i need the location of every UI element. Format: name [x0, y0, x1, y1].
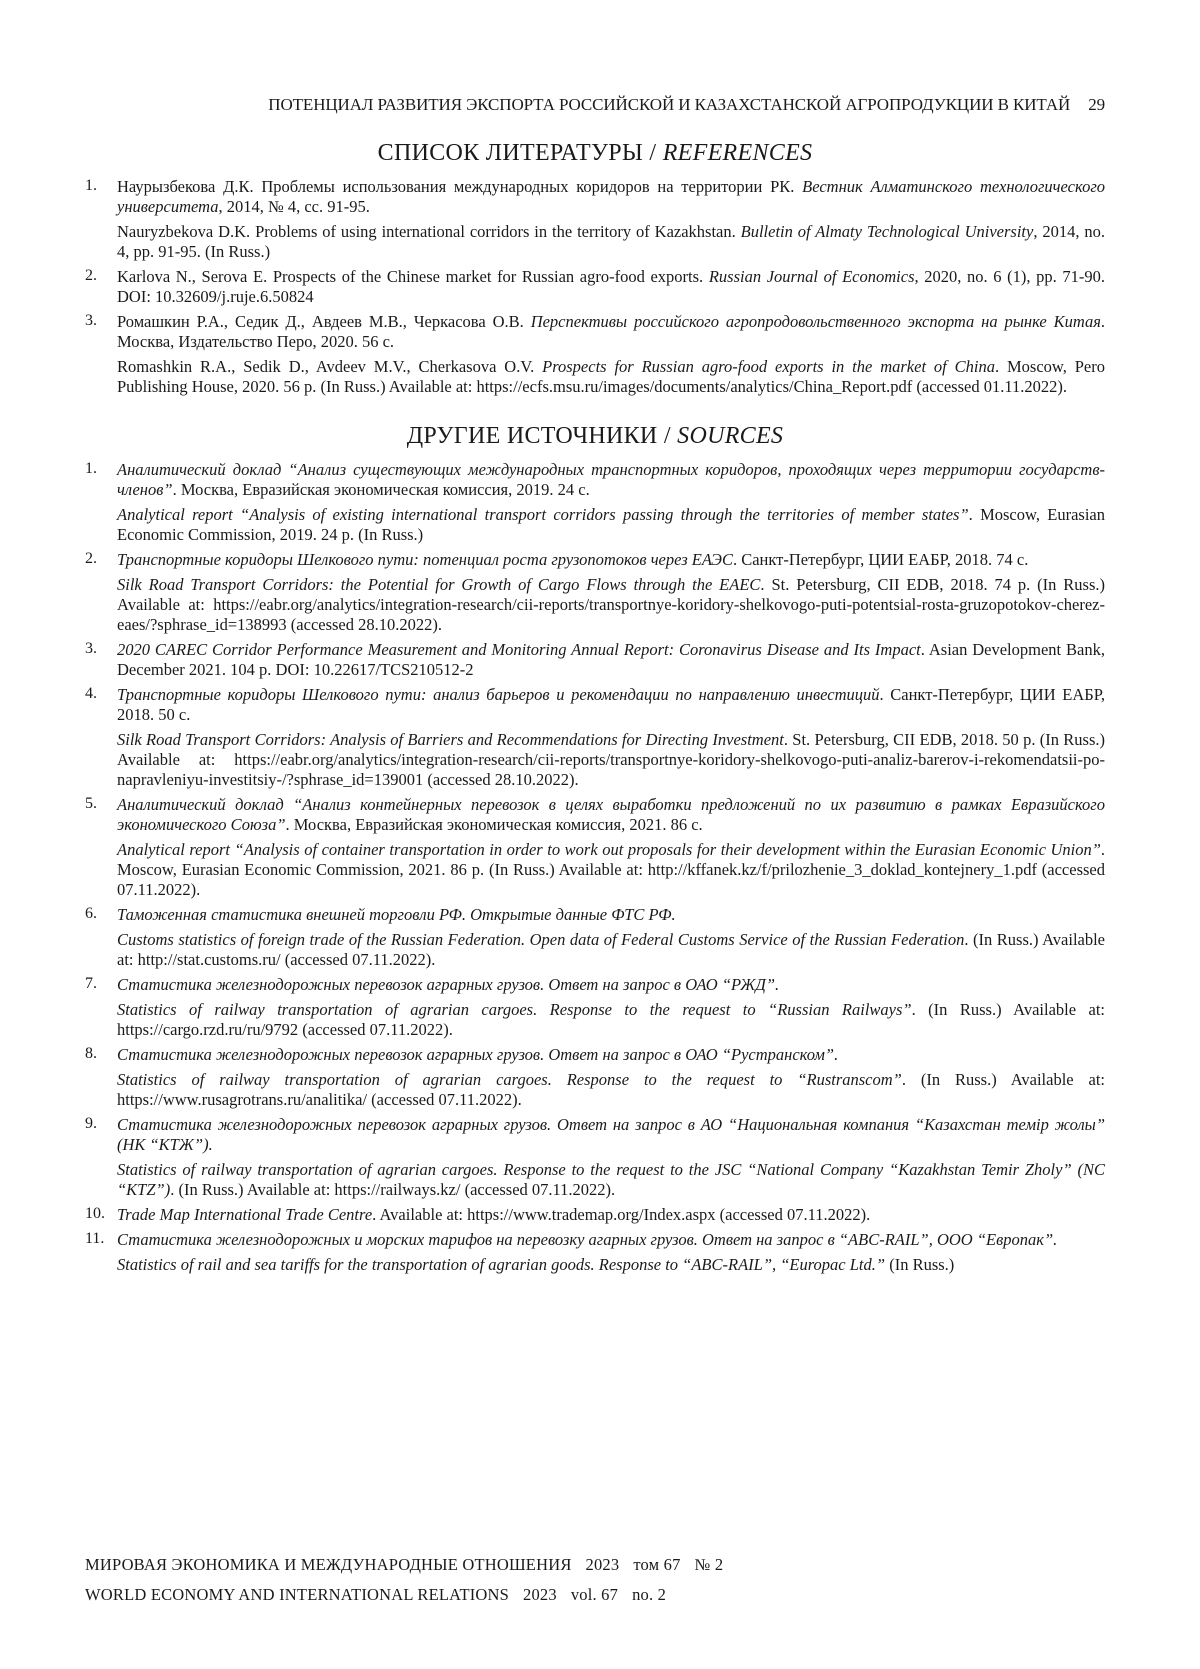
- reference-title: Статистика железнодорожных перевозок аграрных грузов. Ответ на запрос в АО “Национальная компания “Казахстан темір жолы” (НК “КТЖ”).: [117, 1115, 1105, 1154]
- reference-text: [117, 795, 1105, 835]
- reference-translation: [117, 1160, 1105, 1200]
- reference-text: [117, 460, 1105, 500]
- reference-title: Silk Road Transport Corridors: the Potential for Growth of Cargo Flows through the EAEC: [117, 575, 760, 594]
- sources-heading-en: SOURCES: [677, 423, 783, 449]
- reference-item: [85, 795, 1105, 900]
- main-content: [85, 140, 1105, 1280]
- reference-item: [85, 1115, 1105, 1200]
- reference-text: [117, 1205, 1105, 1225]
- reference-title: Russian Journal of Economics: [709, 267, 915, 286]
- reference-item: [85, 905, 1105, 970]
- reference-number: 8.: [85, 1045, 115, 1063]
- reference-title: Analytical report “Analysis of container transportation in order to work out proposals for their development within the Eurasian Economic Union”: [117, 840, 1101, 859]
- reference-segment: , 2020, no. 6 (1), pp. 71-90. DOI: 10.32609/j.ruje.6.50824: [117, 267, 1105, 306]
- references-heading-en: REFERENCES: [663, 140, 813, 166]
- reference-translation: [117, 1255, 1105, 1275]
- reference-number: 5.: [85, 795, 115, 813]
- reference-title: Таможенная статистика внешней торговли РФ. Открытые данные ФТС РФ.: [117, 905, 676, 924]
- reference-translation: [117, 222, 1105, 262]
- reference-text: [117, 1115, 1105, 1155]
- reference-segment: (In Russ.): [885, 1255, 954, 1274]
- reference-title: Customs statistics of foreign trade of the Russian Federation. Open data of Federal Customs Service of the Russian Federation: [117, 930, 964, 949]
- reference-number: 2.: [85, 267, 115, 285]
- journal-page: [0, 0, 1200, 1669]
- reference-segment: . St. Petersburg, CII EDB, 2018. 50 p. (In Russ.) Available at: https://eabr.org/analytics/integration-research/cii-reports/transportnye-koridory-shelkovogo-puti-analiz-barerov-i-rekomendatsii-po-napravleniyu-investitsiy-/?sphrase_id=139001 (accessed 28.10.2022).: [117, 730, 1105, 789]
- footer-ru-journal: МИРОВАЯ ЭКОНОМИКА И МЕЖДУНАРОДНЫЕ ОТНОШЕНИЯ: [85, 1555, 572, 1574]
- reference-segment: . St. Petersburg, CII EDB, 2018. 74 p. (In Russ.) Available at: https://eabr.org/analytics/integration-research/cii-reports/transportnye-koridory-shelkovogo-puti-potentsial-rosta-gruzopotokov-cherez-eaes/?sphrase_id=138993 (accessed 28.10.2022).: [117, 575, 1105, 634]
- reference-title: Аналитический доклад “Анализ контейнерных перевозок в целях выработки предложений по их развитию в рамках Евразийского экономического Союза”: [117, 795, 1105, 834]
- reference-segment: . Moscow, Pero Publishing House, 2020. 56 p. (In Russ.) Available at: https://ecfs.msu.ru/images/documents/analytics/China_Report.pdf (accessed 01.11.2022).: [117, 357, 1105, 396]
- reference-translation: [117, 575, 1105, 635]
- reference-item: [85, 685, 1105, 790]
- reference-segment: , 2014, № 4, сс. 91-95.: [218, 197, 369, 216]
- footer-ru-year: 2023: [586, 1555, 620, 1574]
- reference-text: [117, 267, 1105, 307]
- reference-item: [85, 177, 1105, 262]
- reference-title: Statistics of railway transportation of agrarian cargoes. Response to the request to “Russian Railways”: [117, 1000, 912, 1019]
- reference-title: Statistics of railway transportation of agrarian cargoes. Response to the request to “Rustranscom”: [117, 1070, 902, 1089]
- reference-translation: [117, 1000, 1105, 1040]
- reference-title: Statistics of railway transportation of agrarian cargoes. Response to the request to the JSC “National Company “Kazakhstan Temir Zholy” (NC “KTZ”): [117, 1160, 1105, 1199]
- reference-title: Silk Road Transport Corridors: Analysis of Barriers and Recommendations for Directing Investment: [117, 730, 784, 749]
- reference-title: Статистика железнодорожных перевозок аграрных грузов. Ответ на запрос в ОАО “Рустранском”.: [117, 1045, 838, 1064]
- reference-number: 7.: [85, 975, 115, 993]
- references-heading-ru: СПИСОК ЛИТЕРАТУРЫ /: [378, 140, 663, 166]
- footer-en-issue: no. 2: [632, 1585, 666, 1604]
- reference-text: [117, 905, 1105, 925]
- reference-segment: . (In Russ.) Available at: http://stat.customs.ru/ (accessed 07.11.2022).: [117, 930, 1105, 969]
- reference-text: [117, 177, 1105, 217]
- reference-segment: . Asian Development Bank, December 2021. 104 p. DOI: 10.22617/TCS210512-2: [117, 640, 1105, 679]
- reference-item: [85, 1230, 1105, 1275]
- reference-title: Статистика железнодорожных и морских тарифов на перевозку агарных грузов. Ответ на запрос в “ABC-RAIL”, ООО “Европак”.: [117, 1230, 1057, 1249]
- sources-heading-ru: ДРУГИЕ ИСТОЧНИКИ /: [407, 423, 677, 449]
- reference-number: 1.: [85, 177, 115, 195]
- footer-en-volume: vol. 67: [571, 1585, 618, 1604]
- footer-ru-issue: № 2: [695, 1555, 724, 1574]
- reference-number: 11.: [85, 1230, 115, 1248]
- running-head-title: ПОТЕНЦИАЛ РАЗВИТИЯ ЭКСПОРТА РОССИЙСКОЙ И КАЗАХСТАНСКОЙ АГРОПРОДУКЦИИ В КИТАЙ: [268, 95, 1070, 114]
- footer-ru-volume: том 67: [633, 1555, 680, 1574]
- reference-segment: Ромашкин Р.А., Седик Д., Авдеев М.В., Черкасова О.В.: [117, 312, 531, 331]
- reference-segment: . Москва, Издательство Перо, 2020. 56 с.: [117, 312, 1105, 351]
- sources-list: [85, 460, 1105, 1275]
- reference-text: [117, 975, 1105, 995]
- reference-text: [117, 1230, 1105, 1250]
- reference-segment: . Москва, Евразийская экономическая комиссия, 2021. 86 с.: [286, 815, 703, 834]
- reference-number: 10.: [85, 1205, 115, 1223]
- reference-item: [85, 550, 1105, 635]
- reference-title: Перспективы российского агропродовольственного экспорта на рынке Китая: [531, 312, 1101, 331]
- reference-translation: [117, 730, 1105, 790]
- reference-segment: Nauryzbekova D.K. Problems of using international corridors in the territory of Kazakhstan.: [117, 222, 741, 241]
- references-heading: [85, 140, 1105, 167]
- reference-segment: Romashkin R.A., Sedik D., Avdeev M.V., Cherkasova O.V.: [117, 357, 542, 376]
- reference-number: 3.: [85, 312, 115, 330]
- reference-title: Аналитический доклад “Анализ существующих международных транспортных коридоров, проходящих через территории государств-членов”: [117, 460, 1105, 499]
- reference-segment: . (In Russ.) Available at: https://www.rusagrotrans.ru/analitika/ (accessed 07.11.2022).: [117, 1070, 1105, 1109]
- reference-item: [85, 267, 1105, 307]
- running-head: [120, 95, 1105, 115]
- reference-title: Analytical report “Analysis of existing international transport corridors passing through the territories of member states”: [117, 505, 969, 524]
- reference-segment: , 2014, no. 4, pp. 91-95. (In Russ.): [117, 222, 1105, 261]
- reference-segment: . Moscow, Eurasian Economic Commission, 2021. 86 p. (In Russ.) Available at: http://kffanek.kz/f/prilozhenie_3_doklad_kontejnery_1.pdf (accessed 07.11.2022).: [117, 840, 1105, 899]
- reference-item: [85, 1205, 1105, 1225]
- footer-en-year: 2023: [523, 1585, 557, 1604]
- reference-segment: . Санкт-Петербург, ЦИИ ЕАБР, 2018. 74 с.: [733, 550, 1028, 569]
- reference-segment: Karlova N., Serova E. Prospects of the Chinese market for Russian agro-food exports.: [117, 267, 709, 286]
- reference-number: 6.: [85, 905, 115, 923]
- footer-en: [85, 1585, 666, 1605]
- reference-number: 2.: [85, 550, 115, 568]
- reference-text: [117, 640, 1105, 680]
- reference-segment: . Available at: https://www.trademap.org/Index.aspx (accessed 07.11.2022).: [372, 1205, 870, 1224]
- reference-translation: [117, 1070, 1105, 1110]
- reference-segment: . (In Russ.) Available at: https://railways.kz/ (accessed 07.11.2022).: [170, 1180, 615, 1199]
- reference-item: [85, 312, 1105, 397]
- reference-text: [117, 1045, 1105, 1065]
- reference-translation: [117, 840, 1105, 900]
- reference-text: [117, 685, 1105, 725]
- reference-title: Транспортные коридоры Шелкового пути: анализ барьеров и рекомендации по направлению инвестиций: [117, 685, 880, 704]
- reference-title: 2020 CAREC Corridor Performance Measurement and Monitoring Annual Report: Coronavirus Disease and Its Impact: [117, 640, 921, 659]
- reference-translation: [117, 505, 1105, 545]
- reference-item: [85, 640, 1105, 680]
- reference-title: Bulletin of Almaty Technological University: [741, 222, 1034, 241]
- reference-number: 9.: [85, 1115, 115, 1133]
- reference-text: [117, 312, 1105, 352]
- reference-title: Транспортные коридоры Шелкового пути: потенциал роста грузопотоков через ЕАЭС: [117, 550, 733, 569]
- reference-item: [85, 975, 1105, 1040]
- reference-number: 1.: [85, 460, 115, 478]
- sources-heading: [85, 423, 1105, 450]
- reference-text: [117, 550, 1105, 570]
- reference-title: Trade Map International Trade Centre: [117, 1205, 372, 1224]
- reference-segment: . Москва, Евразийская экономическая комиссия, 2019. 24 с.: [173, 480, 590, 499]
- footer-en-journal: WORLD ECONOMY AND INTERNATIONAL RELATIONS: [85, 1585, 509, 1604]
- reference-title: Prospects for Russian agro-food exports in the market of China: [542, 357, 995, 376]
- footer-ru: [85, 1555, 723, 1575]
- reference-translation: [117, 357, 1105, 397]
- references-list: [85, 177, 1105, 397]
- reference-title: Вестник Алматинского технологического университета: [117, 177, 1105, 216]
- reference-segment: . Moscow, Eurasian Economic Commission, 2019. 24 p. (In Russ.): [117, 505, 1105, 544]
- reference-number: 3.: [85, 640, 115, 658]
- reference-number: 4.: [85, 685, 115, 703]
- reference-translation: [117, 930, 1105, 970]
- reference-item: [85, 1045, 1105, 1110]
- reference-segment: . Санкт-Петербург, ЦИИ ЕАБР, 2018. 50 с.: [117, 685, 1105, 724]
- reference-segment: . (In Russ.) Available at: https://cargo.rzd.ru/ru/9792 (accessed 07.11.2022).: [117, 1000, 1105, 1039]
- page-number: 29: [1088, 95, 1105, 114]
- reference-item: [85, 460, 1105, 545]
- reference-segment: Наурызбекова Д.К. Проблемы использования международных коридоров на территории РК.: [117, 177, 802, 196]
- reference-title: Statistics of rail and sea tariffs for the transportation of agrarian goods. Response to “ABC-RAIL”, “Europac Ltd.”: [117, 1255, 885, 1274]
- reference-title: Статистика железнодорожных перевозок аграрных грузов. Ответ на запрос в ОАО “РЖД”.: [117, 975, 779, 994]
